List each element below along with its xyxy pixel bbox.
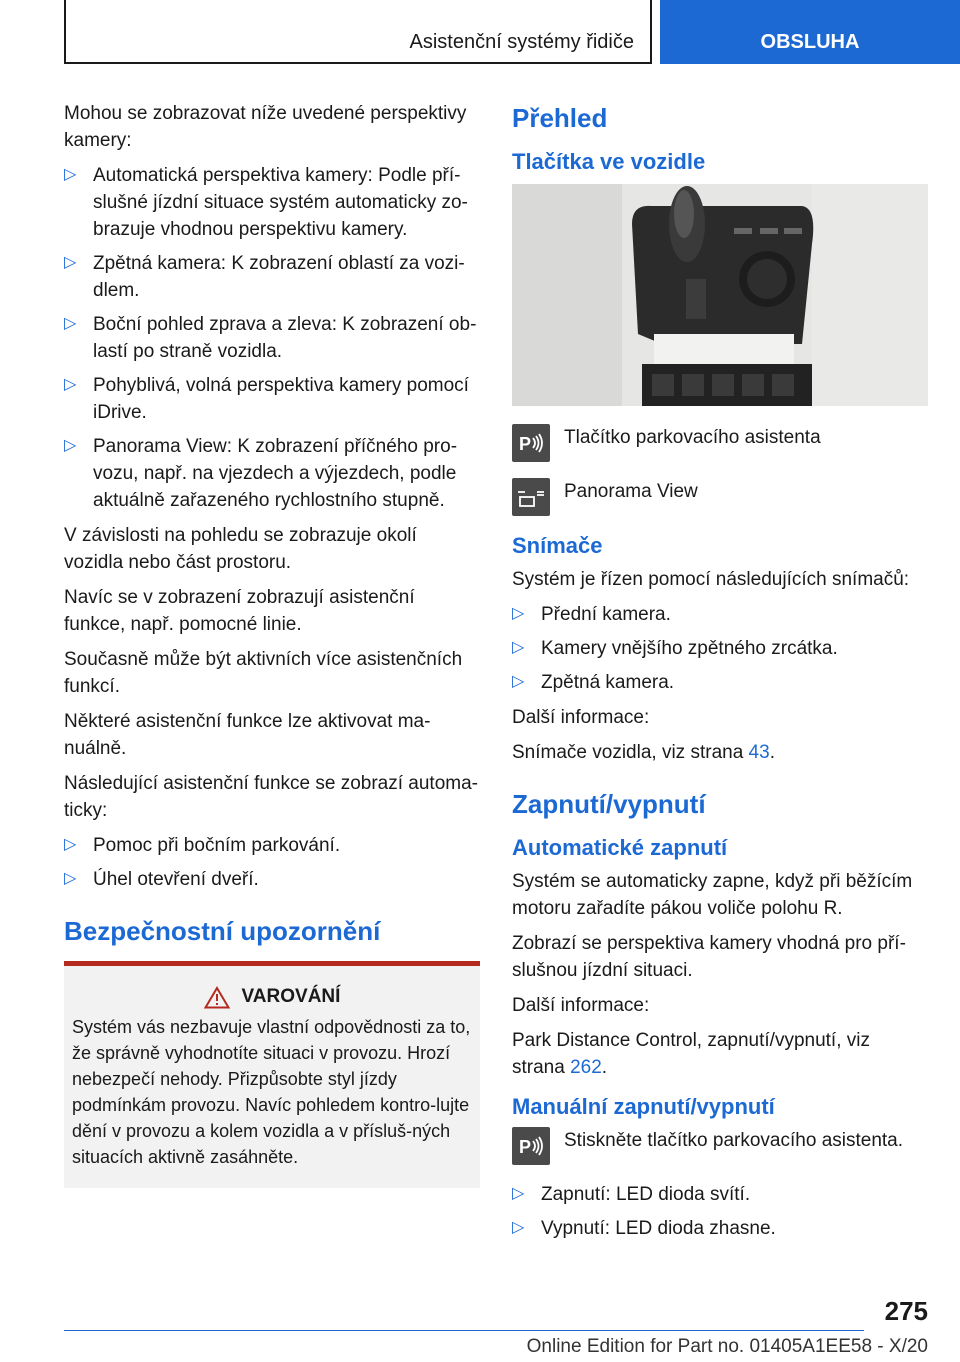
bullet-triangle-icon: ▷ (64, 376, 77, 393)
panorama-view-button-row (512, 478, 928, 516)
bullet-triangle-icon: ▷ (64, 836, 77, 853)
bullet-triangle-icon: ▷ (64, 315, 77, 332)
auto-function-list (64, 832, 480, 893)
sensors-reference: Snímače vozidla, viz strana 43. (512, 742, 775, 763)
paragraph: Systém se automaticky zapne, když při běžícím motoru zařadíte pákou voliče polohu R. (512, 871, 913, 919)
manual-instruction-text: Stiskněte tlačítko parkovacího asistenta. (564, 1130, 904, 1151)
paragraph: Některé asistenční funkce lze aktivovat ma-nuálně. (64, 711, 431, 759)
bullet-triangle-icon: ▷ (512, 673, 525, 690)
bullet-triangle-icon: ▷ (512, 605, 525, 622)
bullet-triangle-icon: ▷ (64, 870, 77, 887)
paragraph: Zobrazí se perspektiva kamery vhodná pro pří-slušnou jízdní situaci. (512, 933, 906, 981)
bullet-triangle-icon: ▷ (512, 1219, 525, 1236)
warning-label: VAROVÁNÍ (241, 986, 341, 1007)
list-item: ▷ Zapnutí: LED dioda svítí. (512, 1181, 928, 1208)
list-item: ▷ Zpětná kamera. (512, 669, 928, 696)
section-tab-label: OBSLUHA (760, 31, 860, 53)
list-item: ▷ Panorama View: K zobrazení příčného pro-vozu, např. na vjezdech a výjezdech, podle aktuálně zařazeného rychlostního stupně. (64, 433, 480, 514)
page-number: 275 (884, 1296, 928, 1326)
list-item: ▷ Zpětná kamera: K zobrazení oblastí za vozi-dlem. (64, 250, 480, 304)
onoff-heading: Zapnutí/vypnutí (512, 789, 706, 819)
sensors-heading: Snímače (512, 533, 603, 558)
footer-rule (64, 1330, 864, 1331)
sensors-intro: Systém je řízen pomocí následujících snímačů: (512, 569, 910, 590)
manual-heading: Manuální zapnutí/vypnutí (512, 1094, 775, 1119)
manual-instruction-row (512, 1127, 928, 1165)
manual-state-list (512, 1181, 928, 1242)
bullet-triangle-icon: ▷ (64, 254, 77, 271)
left-column (64, 100, 480, 1188)
list-item: ▷ Kamery vnějšího zpětného zrcátka. (512, 635, 928, 662)
page-link-43[interactable]: 43 (748, 742, 770, 763)
bullet-triangle-icon: ▷ (64, 437, 77, 454)
warning-triangle-icon (204, 986, 230, 1009)
more-info-label: Další informace: (512, 995, 650, 1016)
svg-text:P: P (519, 1137, 532, 1157)
panorama-view-button-icon (512, 478, 550, 516)
warning-header (72, 984, 472, 1010)
center-console-photo (512, 184, 928, 406)
panorama-view-label: Panorama View (564, 481, 698, 502)
buttons-heading: Tlačítka ve vozidle (512, 149, 706, 174)
list-item: ▷ Vypnutí: LED dioda zhasne. (512, 1215, 928, 1242)
parking-assistant-button-icon (512, 424, 550, 462)
page-link-262[interactable]: 262 (570, 1057, 602, 1078)
bullet-triangle-icon: ▷ (512, 1185, 525, 1202)
chapter-title: Asistenční systémy řidiče (409, 31, 634, 53)
right-column (512, 100, 928, 1250)
intro-text: Mohou se zobrazovat níže uvedené perspektivy kamery: (64, 103, 467, 151)
sensor-list (512, 601, 928, 696)
auto-on-heading: Automatické zapnutí (512, 835, 728, 860)
paragraph: Následující asistenční funkce se zobrazí automa-ticky: (64, 773, 478, 821)
bullet-triangle-icon: ▷ (64, 166, 77, 183)
more-info-label: Další informace: (512, 707, 650, 728)
list-item: ▷ Úhel otevření dveří. (64, 866, 480, 893)
list-item: ▷ Pohyblivá, volná perspektiva kamery pomocí iDrive. (64, 372, 480, 426)
header-frame (64, 0, 652, 64)
edition-text: Online Edition for Part no. 01405A1EE58 - X/20 (526, 1336, 928, 1357)
warning-text: Systém vás nezbavuje vlastní odpovědnosti za to, že správně vyhodnotíte situaci v provozu. Hrozí nebezpečí nehody. Přizpůsobte styl jízdy podmínkám provozu. Navíc pohledem kontro-lujte dění v provozu a kolem vozidla a v přísluš-ných situacích aktivně zasáhněte. (72, 1017, 471, 1167)
parking-assistant-button-icon (512, 1127, 550, 1165)
svg-text:P: P (519, 434, 532, 454)
parking-assistant-button-row (512, 424, 928, 462)
paragraph: Navíc se v zobrazení zobrazují asistenční funkce, např. pomocné linie. (64, 587, 415, 635)
overview-heading: Přehled (512, 103, 608, 133)
list-item: ▷ Boční pohled zprava a zleva: K zobrazení ob-lastí po straně vozidla. (64, 311, 480, 365)
list-item: ▷ Přední kamera. (512, 601, 928, 628)
warning-box (64, 966, 480, 1188)
list-item: ▷ Automatická perspektiva kamery: Podle pří-slušné jízdní situace systém automaticky zo-brazuje vhodnou perspektivu kamery. (64, 162, 480, 243)
parking-assistant-label: Tlačítko parkovacího asistenta (564, 427, 821, 448)
safety-heading: Bezpečnostní upozornění (64, 916, 381, 946)
bullet-triangle-icon: ▷ (512, 639, 525, 656)
perspective-list (64, 162, 480, 514)
list-item: ▷ Pomoc při bočním parkování. (64, 832, 480, 859)
section-tab[interactable] (660, 0, 960, 64)
pdc-reference: Park Distance Control, zapnutí/vypnutí, viz strana 262. (512, 1030, 870, 1078)
page-header (64, 0, 960, 64)
paragraph: V závislosti na pohledu se zobrazuje okolí vozidla nebo část prostoru. (64, 525, 417, 573)
paragraph: Současně může být aktivních více asistenčních funkcí. (64, 649, 463, 697)
